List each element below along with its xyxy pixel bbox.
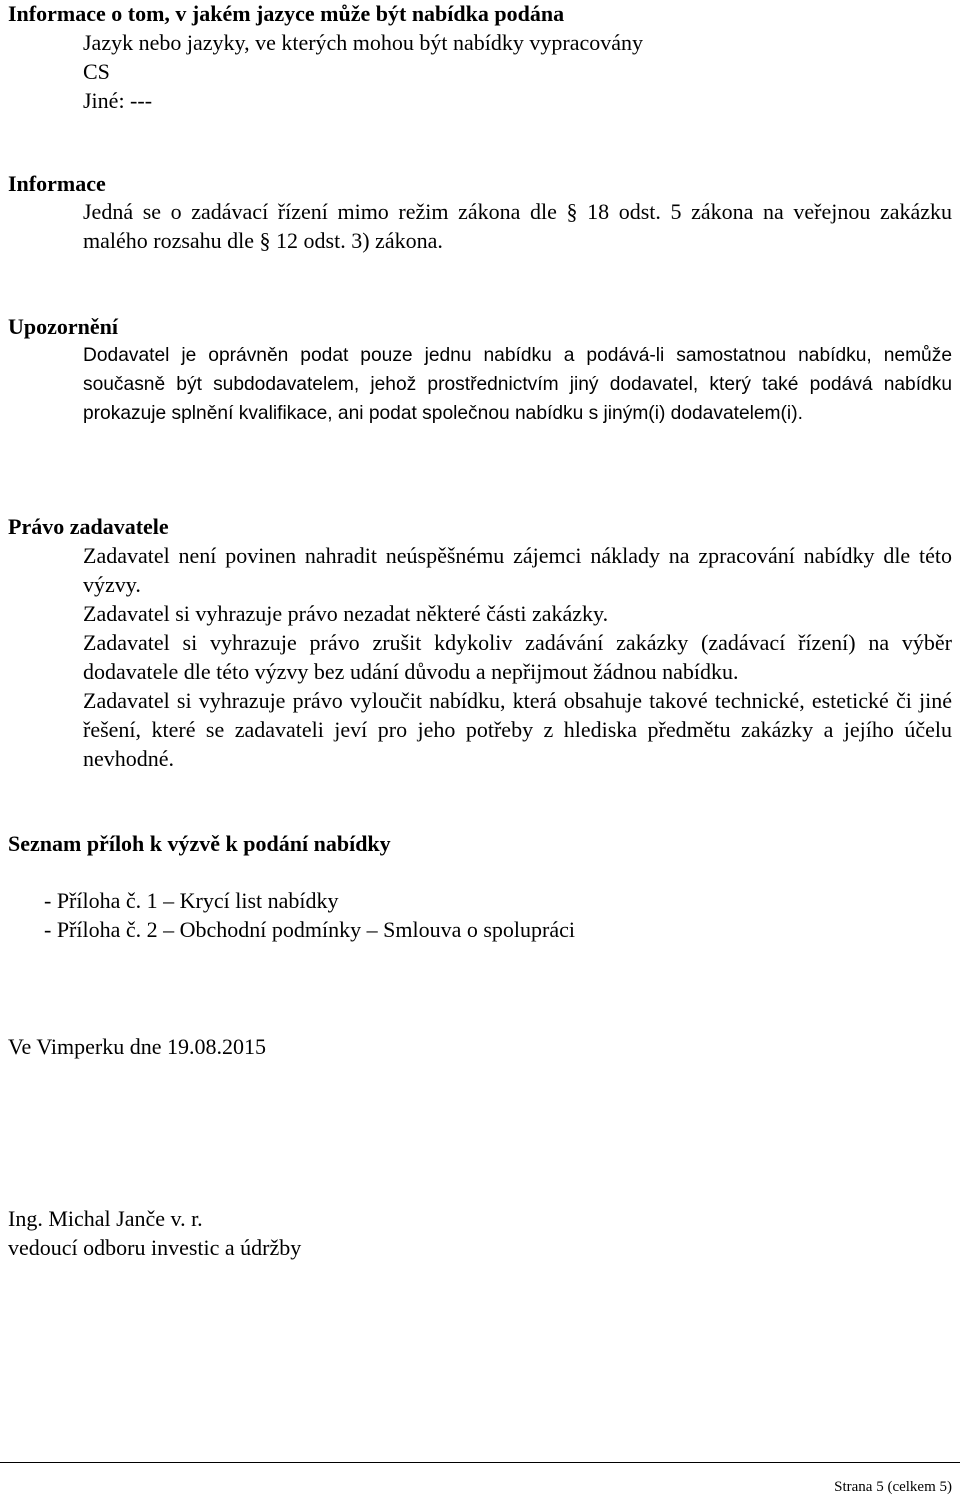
info-text: Jedná se o zadávací řízení mimo režim zákona dle § 18 odst. 5 zákona na veřejnou zakázku malého rozsahu dle § 12 odst. 3) zákona.: [83, 199, 952, 253]
language-line: Jazyk nebo jazyky, ve kterých mohou být nabídky vypracovány: [83, 30, 644, 55]
rights-heading: Právo zadavatele: [8, 514, 169, 539]
language-section: [8, 0, 643, 115]
info-heading: Informace: [8, 171, 106, 196]
attachments-heading: Seznam příloh k výzvě k podání nabídky: [8, 831, 391, 856]
rights-paragraph: Zadavatel si vyhrazuje právo vyloučit nabídku, která obsahuje takové technické, estetické či jiné řešení, které se zadavateli jeví pro jeho potřeby z hlediska předmětu zakázky a jejího účelu nevhodné.: [83, 688, 952, 771]
attachments-list: [44, 886, 575, 944]
signature-role: vedoucí odboru investic a údržby: [8, 1235, 302, 1260]
rights-paragraphs: [83, 541, 952, 773]
list-item: - Příloha č. 2 – Obchodní podmínky – Smlouva o spolupráci: [44, 917, 575, 942]
place-date: Ve Vimperku dne 19.08.2015: [8, 1034, 266, 1059]
warning-text: Dodavatel je oprávněn podat pouze jednu nabídku a podává-li samostatnou nabídku, nemůže současně být subdodavatelem, jehož prostřednictvím jiný dodavatel, který také podává nabídku prokazuje splnění kvalifikace, ani podat společnou nabídku s jiným(i) dodavatelem(i).: [83, 345, 952, 424]
page-number: Strana 5 (celkem 5): [834, 1479, 952, 1495]
language-line: CS: [83, 59, 110, 84]
language-line: Jiné: ---: [83, 88, 153, 113]
rights-paragraph: Zadavatel není povinen nahradit neúspěšnému zájemci náklady na zpracování nabídky dle této výzvy.: [83, 543, 952, 597]
list-item: - Příloha č. 1 – Krycí list nabídky: [44, 888, 339, 913]
language-heading: Informace o tom, v jakém jazyce může být nabídka podána: [8, 1, 565, 26]
footer-divider: [0, 1462, 960, 1463]
signature-name: Ing. Michal Janče v. r.: [8, 1206, 203, 1231]
rights-paragraph: Zadavatel si vyhrazuje právo zrušit kdykoliv zadávání zakázky (zadávací řízení) na výběr dodavatele dle této výzvy bez udání důvodu a nepřijmout žádnou nabídku.: [83, 630, 952, 684]
rights-paragraph: Zadavatel si vyhrazuje právo nezadat některé části zakázky.: [83, 601, 609, 626]
warning-heading: Upozornění: [8, 314, 118, 339]
